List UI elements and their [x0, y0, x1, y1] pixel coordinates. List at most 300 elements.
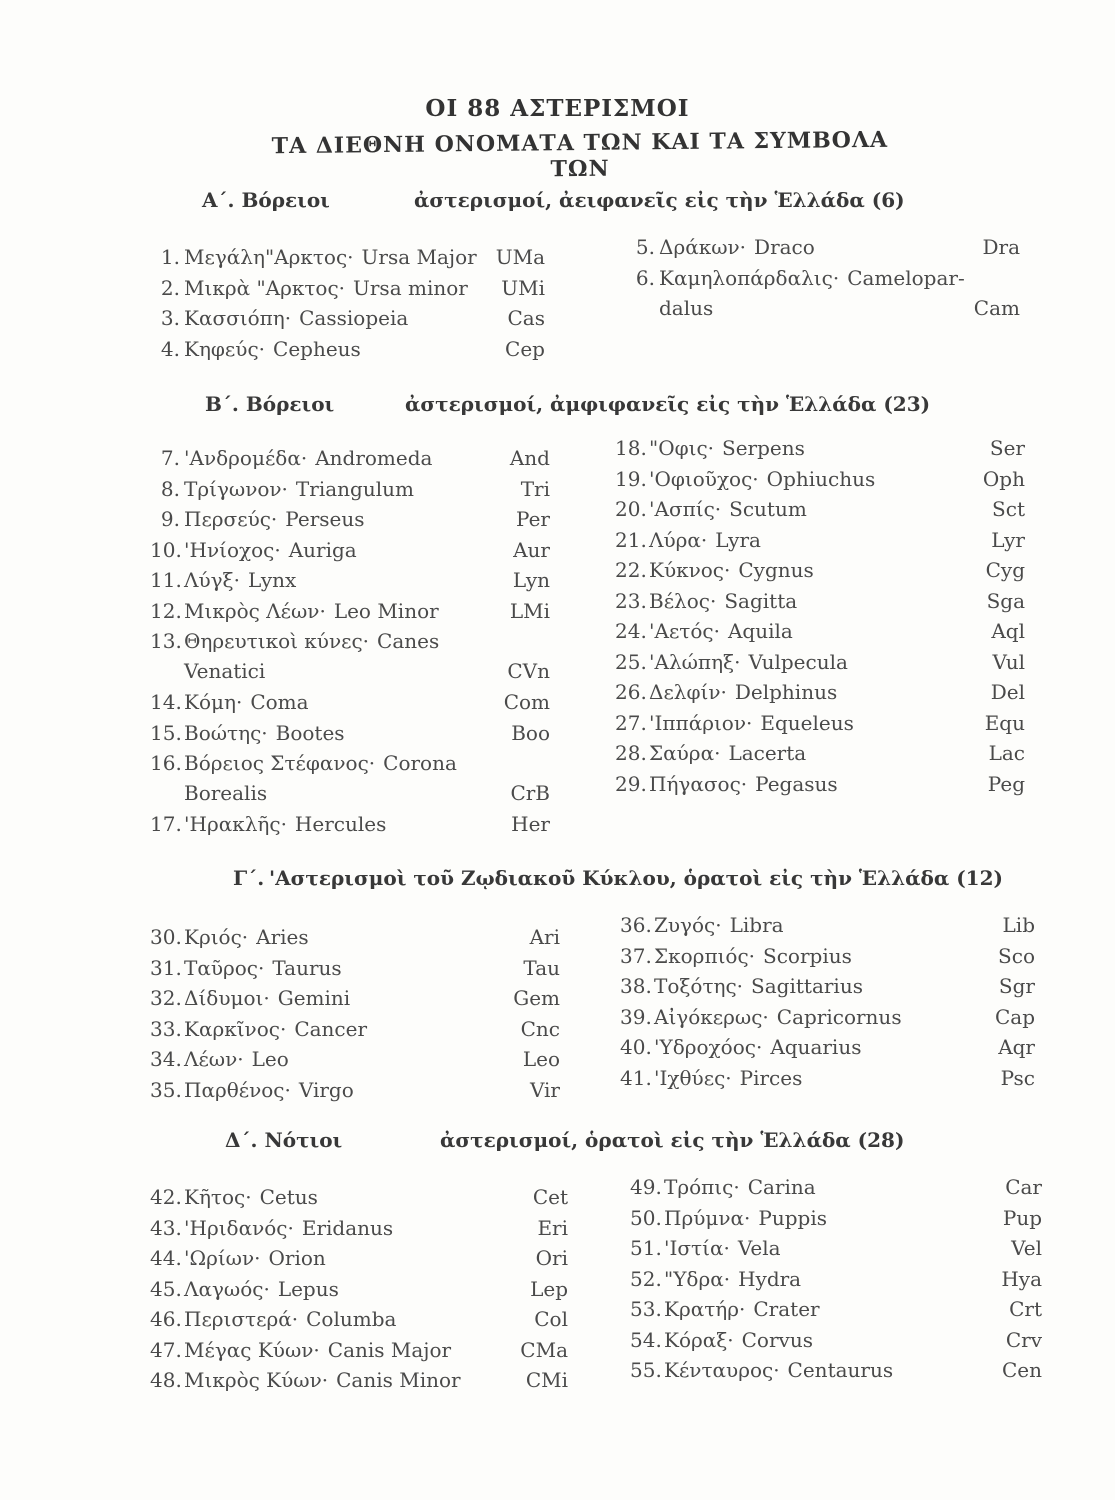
latin-name: Virgo: [298, 1077, 354, 1102]
section-header-b: [205, 392, 931, 418]
constellation-symbol: Cen: [1001, 1358, 1042, 1382]
latin-name: Camelopar-: [847, 265, 965, 290]
latin-name: Pirces: [739, 1065, 803, 1090]
entry-number: 39.: [620, 1004, 652, 1029]
entry-names: [184, 687, 309, 717]
latin-name: Hercules: [294, 812, 387, 836]
greek-name: 'Ωρίων·: [184, 1246, 261, 1270]
entry-number: 15.: [150, 720, 182, 745]
entry-names: [654, 1063, 802, 1093]
entry-number: 42.: [150, 1185, 182, 1209]
constellation-entry: [630, 1325, 1042, 1356]
section-d-left-column: [150, 1182, 568, 1396]
latin-name: Lynx: [247, 568, 297, 592]
entry-number: 49.: [630, 1175, 662, 1199]
entry-number: 34.: [150, 1047, 182, 1071]
constellation-entry: [620, 910, 1035, 941]
entry-number: 20.: [615, 497, 647, 521]
latin-name: Gemini: [277, 986, 351, 1010]
entry-names: [664, 1355, 893, 1385]
entry-number: 40.: [620, 1035, 652, 1059]
greek-name: Κρατήρ·: [664, 1297, 746, 1321]
greek-name: Περιστερά·: [184, 1307, 299, 1331]
greek-name: "Υδρα·: [664, 1266, 731, 1291]
section-description: ἀστερισμοί, ὁρατοὶ εἰς τὴν Ἑλλάδα (28): [440, 1128, 905, 1152]
section-prefix: Α΄. Βόρειοι: [202, 188, 330, 212]
latin-name: Canis Major: [327, 1337, 452, 1362]
entry-number: 13.: [150, 629, 182, 653]
constellation-symbol: Car: [1005, 1175, 1042, 1199]
entry-names: [184, 1274, 339, 1304]
entry-names: [184, 443, 432, 473]
entry-number: 45.: [150, 1276, 182, 1301]
greek-name: 'Ανδρομέδα·: [184, 446, 308, 470]
greek-name: Λύγξ·: [184, 568, 240, 592]
entry-names: [649, 494, 807, 524]
greek-name: Λύρα·: [649, 527, 708, 552]
greek-name: Περσεύς·: [184, 507, 278, 531]
entry-number: 25.: [615, 649, 647, 674]
constellation-symbol: UMi: [501, 275, 545, 300]
latin-name: Ursa Major: [361, 245, 477, 269]
latin-name: Canes: [377, 629, 440, 653]
greek-name: 'Ηνίοχος·: [184, 537, 281, 562]
constellation-symbol: Per: [516, 507, 550, 531]
constellation-symbol: Cyg: [985, 558, 1025, 582]
latin-name: Sagittarius: [751, 974, 863, 998]
greek-name: 'Ηριδανός·: [184, 1215, 294, 1240]
entry-names: [184, 626, 439, 656]
constellation-symbol: Sco: [998, 943, 1035, 968]
greek-name: Βέλος·: [649, 588, 717, 613]
entry-names: [664, 1172, 816, 1202]
constellation-entry: [615, 464, 1025, 495]
constellation-entry: [630, 1203, 1042, 1234]
constellation-symbol: Cas: [507, 306, 545, 330]
greek-name: 'Υδροχόος·: [654, 1035, 763, 1059]
constellation-entry: [150, 1044, 560, 1075]
constellation-entry: [615, 433, 1025, 464]
latin-name-continuation: Borealis: [184, 781, 268, 805]
entry-names: [184, 1365, 461, 1395]
constellation-entry: [150, 535, 550, 566]
constellation-entry: [150, 242, 545, 273]
constellation-symbol: Lac: [988, 741, 1025, 765]
constellation-entry: [150, 718, 550, 749]
constellation-symbol: Ori: [535, 1246, 568, 1270]
greek-name: Κηφεύς·: [184, 336, 266, 361]
constellation-symbol: Psc: [1000, 1065, 1035, 1090]
greek-name: Τοξότης·: [654, 974, 744, 998]
entry-number: 22.: [615, 558, 647, 582]
entry-names: [649, 616, 793, 646]
latin-name: Lyra: [715, 527, 761, 552]
constellation-symbol: Leo: [522, 1047, 560, 1071]
section-prefix: Δ΄. Νότιοι: [225, 1128, 343, 1152]
greek-name: Αἰγόκερως·: [654, 1004, 769, 1029]
section-header-c: [233, 866, 1003, 892]
constellation-entry: [150, 1304, 568, 1335]
entry-names: [649, 433, 805, 463]
greek-name: Τρίγωνον·: [184, 476, 288, 501]
latin-name: Aquila: [727, 619, 793, 643]
entry-number: 54.: [630, 1327, 662, 1352]
entry-number: 11.: [150, 568, 182, 592]
latin-name: Triangulum: [295, 476, 414, 501]
constellation-symbol: Oph: [982, 466, 1025, 491]
constellation-symbol: Pup: [1002, 1205, 1042, 1230]
entry-number: 27.: [615, 710, 647, 735]
entry-names: [184, 1044, 289, 1074]
constellation-entry: [620, 1002, 1035, 1033]
constellation-entry: [630, 1264, 1042, 1295]
entry-names: [184, 809, 386, 839]
entry-names: [649, 555, 814, 585]
constellation-symbol: Aur: [513, 537, 550, 562]
section-c-left-column: [150, 922, 560, 1105]
latin-name: Pegasus: [755, 771, 838, 796]
entry-names: [184, 242, 477, 272]
greek-name: Λαγωός·: [184, 1276, 270, 1301]
constellation-symbol: Cam: [973, 295, 1020, 320]
constellation-symbol: Lyn: [512, 568, 550, 592]
latin-name: Lepus: [277, 1276, 339, 1301]
constellation-symbol: Lyr: [991, 527, 1025, 552]
greek-name: Τρόπις·: [664, 1175, 740, 1199]
entry-number: 30.: [150, 925, 182, 949]
constellation-symbol: Cap: [994, 1004, 1035, 1029]
latin-name: Auriga: [288, 537, 357, 562]
greek-name: 'Ιχθύες·: [654, 1065, 732, 1090]
greek-name: "Οφις·: [649, 436, 714, 460]
constellation-entry: [150, 1213, 568, 1244]
greek-name: Κῆτος·: [184, 1185, 252, 1209]
entry-number: 6.: [635, 265, 655, 290]
constellation-entry: [630, 1294, 1042, 1325]
greek-name: Κριός·: [184, 925, 249, 949]
constellation-entry: [150, 1274, 568, 1305]
greek-name: 'Ασπίς·: [649, 497, 722, 521]
entry-names: [664, 1325, 813, 1355]
constellation-symbol: CVn: [507, 659, 550, 683]
entry-number: 18.: [615, 436, 647, 460]
greek-name: Ζυγός·: [654, 913, 722, 937]
constellation-symbol: Crv: [1005, 1327, 1042, 1352]
latin-name: Columba: [306, 1307, 397, 1331]
constellation-symbol: Crt: [1009, 1297, 1042, 1321]
entry-number: 23.: [615, 588, 647, 613]
latin-name: Capricornus: [776, 1004, 902, 1029]
greek-name: Κόραξ·: [664, 1327, 734, 1352]
greek-name: Κόμη·: [184, 690, 243, 714]
section-description: ἀστερισμοί, ἀειφανεῖς εἰς τὴν Ἑλλάδα (6): [414, 188, 905, 212]
entry-number: 31.: [150, 955, 182, 980]
latin-name: Vela: [737, 1236, 781, 1260]
greek-name: 'Ιππάριον·: [649, 710, 753, 735]
latin-name: Puppis: [758, 1205, 827, 1230]
entry-number: 41.: [620, 1065, 652, 1090]
latin-name: Aquarius: [770, 1035, 862, 1059]
latin-name: Corona: [383, 751, 457, 775]
constellation-entry: [150, 596, 550, 627]
entry-names: [664, 1294, 820, 1324]
entry-number: 44.: [150, 1246, 182, 1270]
latin-name-continuation: Venatici: [184, 659, 266, 683]
greek-name: Ταῦρος·: [184, 955, 265, 980]
entry-number: 32.: [150, 986, 182, 1010]
constellation-entry: [150, 748, 550, 809]
greek-name: Βοώτης·: [184, 720, 268, 745]
constellation-symbol: Ser: [989, 436, 1025, 460]
constellation-entry: [625, 263, 1020, 324]
constellation-symbol: Vir: [529, 1077, 560, 1102]
entry-number: 21.: [615, 527, 647, 552]
section-description: ἀστερισμοί, ἀμφιφανεῖς εἰς τὴν Ἑλλάδα (23): [405, 392, 931, 416]
entry-names: [649, 738, 806, 768]
latin-name: Andromeda: [315, 446, 433, 470]
constellation-symbol: Cep: [505, 336, 545, 361]
constellation-entry: [620, 1032, 1035, 1063]
section-prefix: Β΄. Βόρειοι: [205, 392, 335, 416]
entry-names: [649, 677, 837, 707]
constellation-symbol: Equ: [984, 710, 1025, 735]
constellation-entry: [150, 983, 560, 1014]
greek-name: 'Οφιοῦχος·: [649, 466, 759, 491]
constellation-symbol: Dra: [982, 235, 1020, 259]
latin-name: Carina: [747, 1175, 816, 1199]
constellation-symbol: Ari: [529, 925, 560, 949]
entry-number: 12.: [150, 598, 182, 623]
constellation-symbol: Del: [990, 680, 1025, 704]
latin-name: Corvus: [741, 1327, 813, 1352]
entry-names: [184, 983, 350, 1013]
constellation-symbol: Col: [534, 1307, 568, 1331]
constellation-symbol: UMa: [495, 245, 545, 269]
constellation-entry: [615, 677, 1025, 708]
latin-name: Delphinus: [734, 680, 838, 704]
latin-name: Taurus: [272, 955, 342, 980]
latin-name: Sagitta: [724, 588, 798, 613]
greek-name: Παρθένος·: [184, 1077, 291, 1102]
latin-name: Equeleus: [760, 710, 854, 735]
entry-number: 38.: [620, 974, 652, 998]
constellation-symbol: CMi: [525, 1368, 568, 1392]
greek-name: Μικρὸς Λέων·: [184, 598, 326, 623]
entry-names: [184, 1182, 318, 1212]
greek-name: Πήγασος·: [649, 771, 748, 796]
entry-number: 19.: [615, 466, 647, 491]
entry-number: 17.: [150, 812, 182, 836]
section-d-right-column: [630, 1172, 1042, 1386]
latin-name: Aries: [256, 925, 309, 949]
entry-number: 29.: [615, 771, 647, 796]
greek-name: Σαύρα·: [649, 741, 721, 765]
section-a-right-column: [625, 232, 1020, 324]
greek-name: Κύκνος·: [649, 558, 731, 582]
constellation-entry: [150, 1075, 560, 1106]
constellation-symbol: Boo: [511, 720, 550, 745]
constellation-symbol: Cet: [532, 1185, 568, 1209]
entry-number: 28.: [615, 741, 647, 765]
entry-number: 3.: [160, 306, 180, 330]
greek-name: Μέγας Κύων·: [184, 1337, 320, 1362]
greek-name: Δίδυμοι·: [184, 986, 270, 1010]
entry-number: 24.: [615, 619, 647, 643]
greek-name: 'Αετός·: [649, 619, 720, 643]
constellation-entry: [630, 1233, 1042, 1264]
latin-name: Scutum: [729, 497, 807, 521]
latin-name: Lacerta: [728, 741, 807, 765]
constellation-entry: [615, 708, 1025, 739]
entry-names: [649, 708, 854, 738]
latin-name: Libra: [729, 913, 784, 937]
latin-name-continuation: dalus: [659, 295, 714, 320]
constellation-symbol: Lib: [1002, 913, 1035, 937]
constellation-entry: [150, 953, 560, 984]
latin-name: Draco: [754, 235, 815, 259]
constellation-entry: [150, 334, 545, 365]
greek-name: Καρκῖνος·: [184, 1016, 287, 1041]
constellation-entry: [150, 504, 550, 535]
entry-names: [649, 586, 797, 616]
entry-number: 7.: [160, 446, 180, 470]
entry-number: 37.: [620, 943, 652, 968]
latin-name: Coma: [250, 690, 309, 714]
entry-number: 2.: [160, 275, 180, 300]
constellation-entry: [150, 809, 550, 840]
entry-names: [654, 971, 863, 1001]
constellation-symbol: Vul: [992, 649, 1025, 674]
entry-names: [654, 941, 852, 971]
constellation-symbol: CrB: [510, 781, 550, 805]
latin-name: Cetus: [259, 1185, 318, 1209]
entry-number: 53.: [630, 1297, 662, 1321]
constellation-symbol: And: [509, 446, 550, 470]
constellation-entry: [150, 565, 550, 596]
entry-number: 47.: [150, 1337, 182, 1362]
entry-names: [184, 748, 457, 778]
entry-names: [649, 525, 761, 555]
constellation-entry: [615, 494, 1025, 525]
latin-name: Orion: [268, 1246, 326, 1270]
greek-name: 'Ηρακλῆς·: [184, 812, 287, 836]
latin-name: Perseus: [285, 507, 365, 531]
entry-number: 9.: [160, 507, 180, 531]
entry-number: 52.: [630, 1266, 662, 1291]
constellation-symbol: Eri: [537, 1215, 568, 1240]
constellation-entry: [625, 232, 1020, 263]
constellation-symbol: Hya: [1001, 1266, 1042, 1291]
greek-name: Καμηλοπάρδαλις·: [659, 265, 840, 290]
constellation-symbol: Peg: [987, 771, 1025, 796]
constellation-symbol: Sct: [992, 497, 1025, 521]
greek-name: Μικρὸς Κύων·: [184, 1368, 329, 1392]
page-title: ΟΙ 88 ΑΣΤΕΡΙΣΜΟΙ: [425, 95, 690, 122]
entry-number: 26.: [615, 680, 647, 704]
entry-number: 4.: [160, 336, 180, 361]
entry-names: [659, 232, 815, 262]
constellation-symbol: Tau: [523, 955, 560, 980]
constellation-entry: [620, 1063, 1035, 1094]
entry-names: [184, 596, 439, 626]
entry-number: 50.: [630, 1205, 662, 1230]
greek-name: Μικρὰ "Αρκτος·: [184, 275, 346, 300]
latin-name: Hydra: [738, 1266, 802, 1291]
constellation-symbol: Vel: [1011, 1236, 1042, 1260]
entry-names: [184, 718, 345, 748]
entry-number: 10.: [150, 537, 182, 562]
constellation-entry: [150, 626, 550, 687]
section-a-left-column: [150, 242, 545, 364]
latin-name: Serpens: [722, 436, 805, 460]
constellation-entry: [150, 1243, 568, 1274]
entry-number: 33.: [150, 1016, 182, 1041]
constellation-symbol: Sgr: [998, 974, 1035, 998]
constellation-symbol: Her: [511, 812, 550, 836]
greek-name: 'Αλώπηξ·: [649, 649, 741, 674]
entry-names: [184, 1014, 367, 1044]
entry-names: [184, 1075, 354, 1105]
entry-names: [184, 334, 361, 364]
greek-name: Θηρευτικοὶ κύνες·: [184, 629, 370, 653]
constellation-entry: [150, 443, 550, 474]
entry-names: [664, 1264, 801, 1294]
constellation-entry: [150, 474, 550, 505]
latin-name: Cygnus: [738, 558, 814, 582]
constellation-entry: [150, 1335, 568, 1366]
latin-name: Ophiuchus: [766, 466, 876, 491]
greek-name: Βόρειος Στέφανος·: [184, 751, 376, 775]
entry-names: [184, 535, 357, 565]
entry-names: [654, 1032, 861, 1062]
constellation-symbol: Sga: [986, 588, 1025, 613]
greek-name: 'Ιστία·: [664, 1236, 730, 1260]
entry-number: 46.: [150, 1307, 182, 1331]
entry-number: 1.: [160, 245, 180, 269]
latin-name: Cassiopeia: [299, 306, 409, 330]
greek-name: Λέων·: [184, 1047, 244, 1071]
latin-name: Ursa minor: [353, 275, 468, 300]
latin-name: Bootes: [275, 720, 345, 745]
entry-names: [649, 769, 838, 799]
section-description: 'Αστερισμοὶ τοῦ Ζῳδιακοῦ Κύκλου, ὁρατοὶ εἰς τὴν Ἑλλάδα (12): [269, 866, 1003, 890]
entry-number: 14.: [150, 690, 182, 714]
constellation-entry: [615, 738, 1025, 769]
latin-name: Eridanus: [301, 1215, 394, 1240]
entry-names: [184, 273, 468, 303]
entry-number: 51.: [630, 1236, 662, 1260]
constellation-entry: [615, 586, 1025, 617]
latin-name: Leo Minor: [333, 598, 439, 623]
constellation-symbol: Lep: [530, 1276, 568, 1301]
entry-number: 48.: [150, 1368, 182, 1392]
entry-number: 16.: [150, 751, 182, 775]
entry-names: [184, 953, 342, 983]
latin-name: Leo: [251, 1047, 289, 1071]
greek-name: Δράκων·: [659, 235, 747, 259]
constellation-entry: [150, 303, 545, 334]
greek-name: Πρύμνα·: [664, 1205, 751, 1230]
entry-names: [184, 922, 309, 952]
greek-name: Κασσιόπη·: [184, 306, 292, 330]
latin-name: Canis Minor: [336, 1368, 461, 1392]
entry-names: [654, 1002, 902, 1032]
entry-names: [184, 303, 408, 333]
entry-number: 5.: [635, 235, 655, 259]
constellation-entry: [615, 555, 1025, 586]
entry-names: [184, 1213, 393, 1243]
constellation-entry: [150, 1182, 568, 1213]
